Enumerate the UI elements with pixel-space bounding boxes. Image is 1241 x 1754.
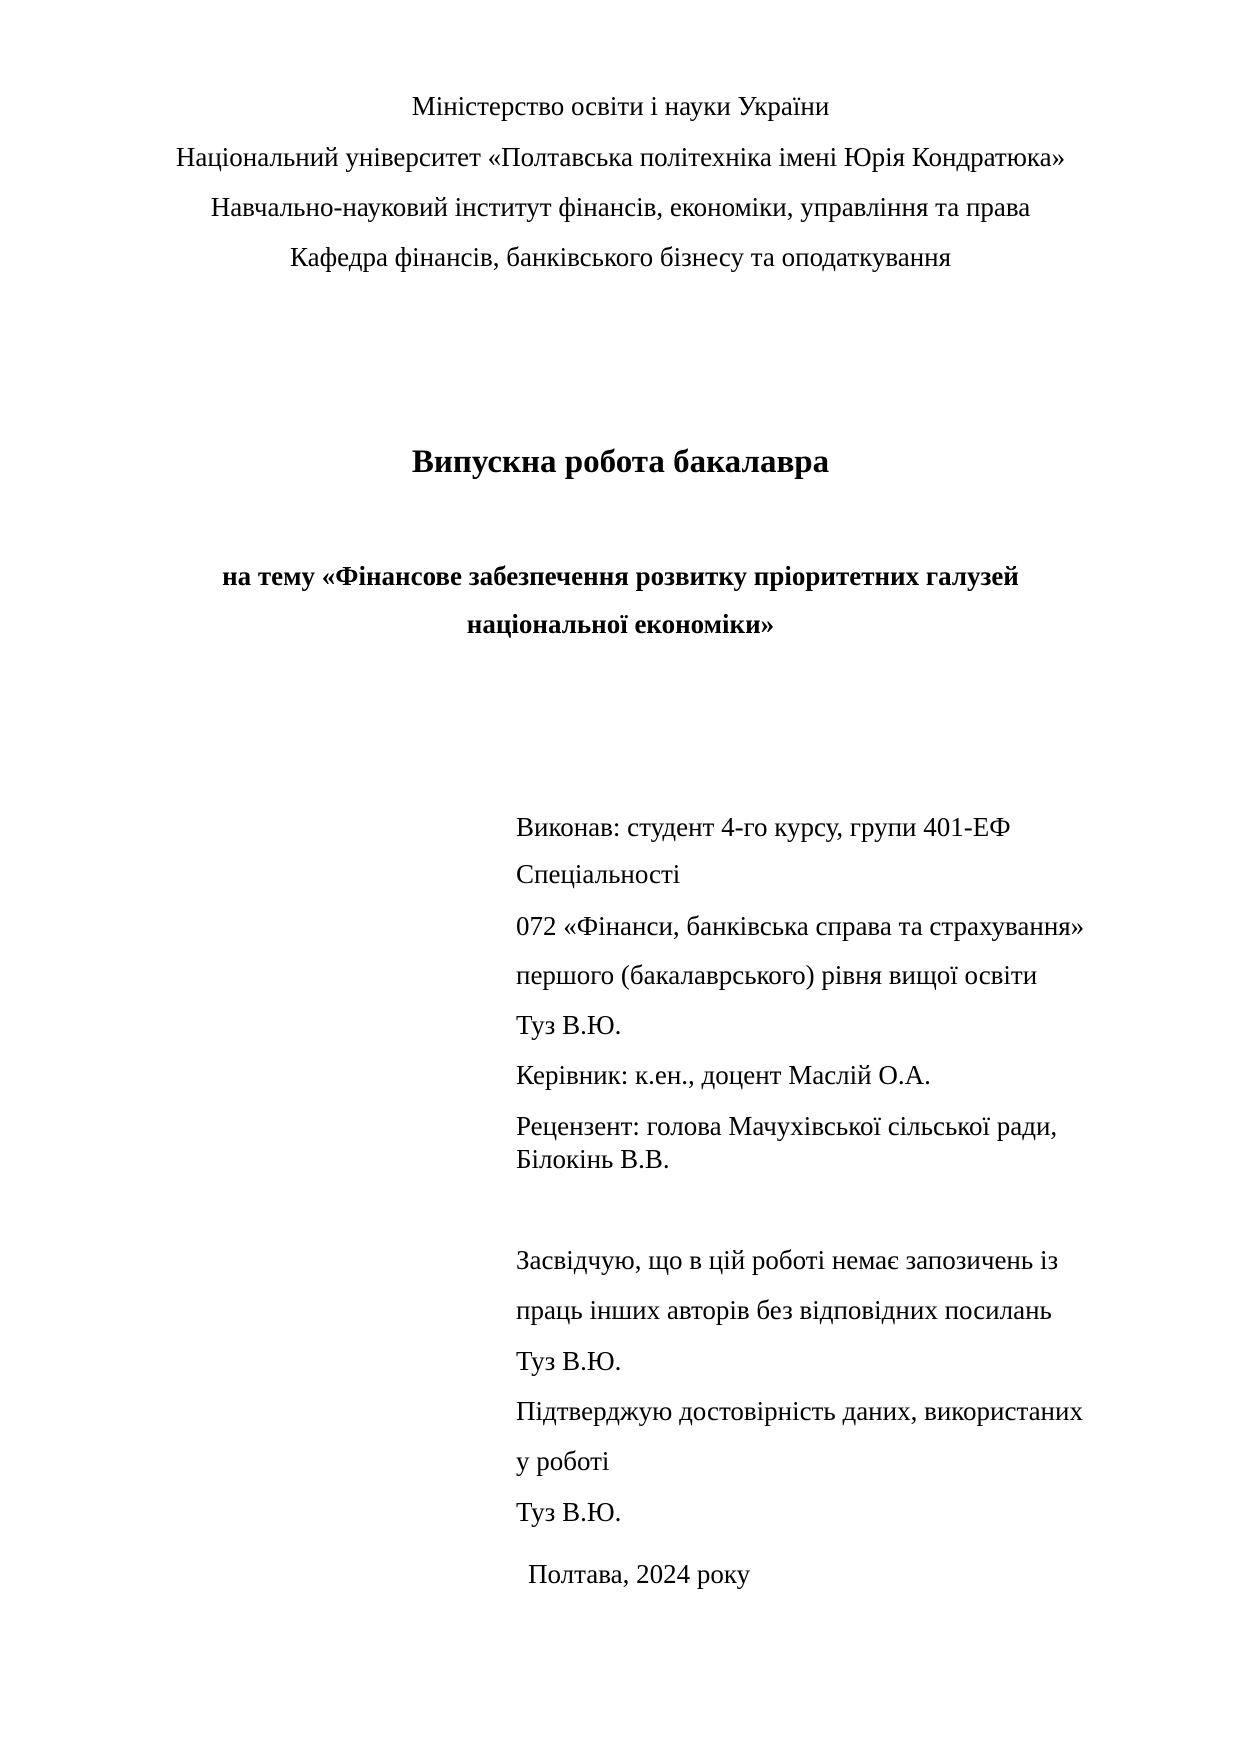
header-university: Національний університет «Полтавська політехніка імені Юрія Кондратюка»: [175, 142, 1066, 172]
header-ministry: Міністерство освіти і науки України: [411, 91, 830, 121]
declaration-line: праць інших авторів без відповідних посилань: [516, 1295, 1052, 1325]
footer-city-year: Полтава, 2024 року: [528, 1559, 751, 1589]
topic-line-1: на тему «Фінансове забезпечення розвитку пріоритетних галузей: [222, 561, 1019, 591]
author-line: Білокінь В.В.: [516, 1144, 670, 1174]
declaration-line: Туз В.Ю.: [516, 1346, 622, 1376]
author-line: першого (бакалаврського) рівня вищої освіти: [516, 960, 1038, 990]
declaration-line: Підтверджую достовірність даних, використаних: [516, 1396, 1083, 1426]
document-title: Випускна робота бакалавра: [411, 444, 830, 480]
author-line: Виконав: студент 4-го курсу, групи 401-ЕФ: [516, 812, 1011, 842]
author-line: Керівник: к.ен., доцент Маслій О.А.: [516, 1060, 931, 1090]
author-line: Спеціальності: [516, 859, 681, 889]
header-department: Кафедра фінансів, банківського бізнесу та оподаткування: [289, 242, 952, 272]
declaration-line: Засвідчую, що в цій роботі немає запозичень із: [516, 1245, 1059, 1275]
author-line: Туз В.Ю.: [516, 1010, 622, 1040]
topic-line-2: національної економіки»: [466, 609, 775, 639]
header-institute: Навчально-науковий інститут фінансів, економіки, управління та права: [210, 192, 1031, 222]
author-line: 072 «Фінанси, банківська справа та страхування»: [516, 911, 1085, 941]
declaration-line: Туз В.Ю.: [516, 1497, 622, 1527]
declaration-line: у роботі: [516, 1446, 610, 1476]
author-line: Рецензент: голова Мачухівської сільської ради,: [516, 1111, 1058, 1141]
